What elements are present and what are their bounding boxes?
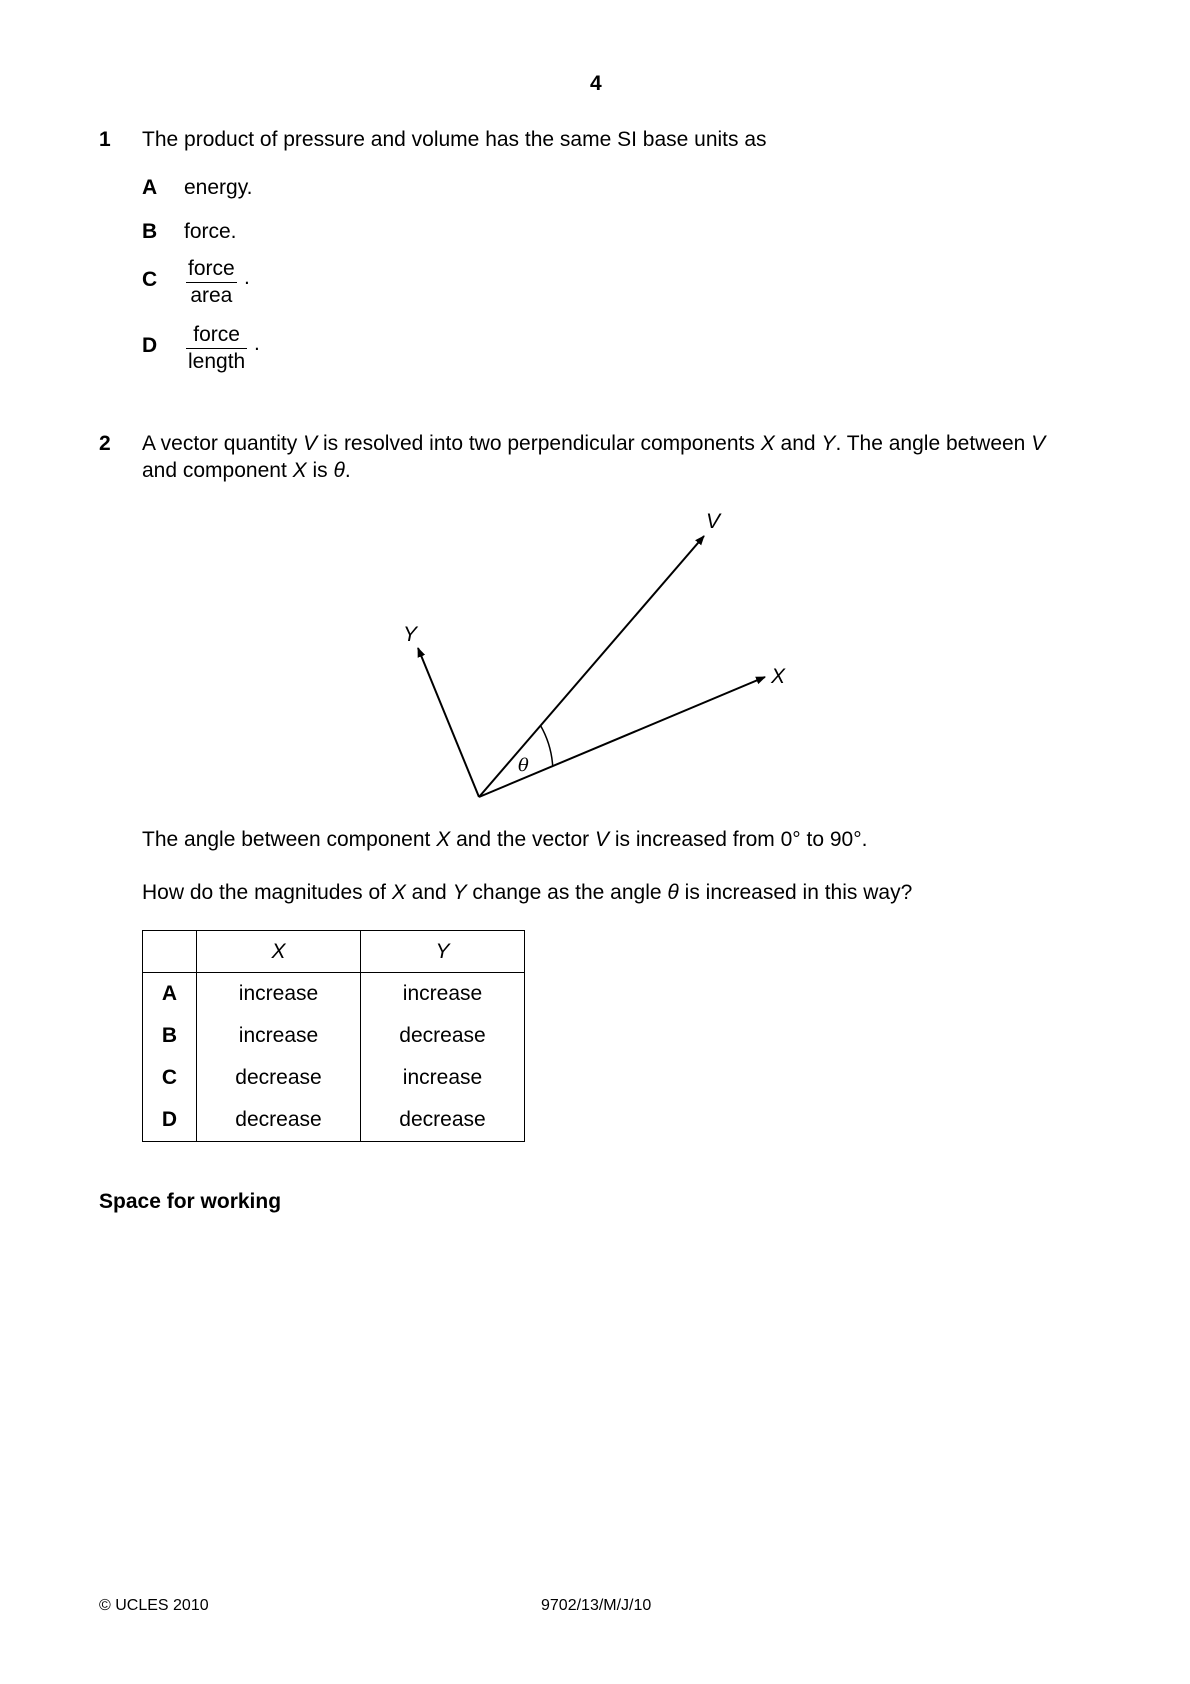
row-y-value: decrease: [361, 1015, 525, 1057]
page-number: 4: [590, 72, 602, 95]
vector-x-arrow: [479, 677, 765, 797]
table-row: [143, 1057, 525, 1099]
q2-sentence-2: How do the magnitudes of X and Y change as the angle θ is increased in this way?: [142, 881, 913, 904]
working-space-heading: Space for working: [99, 1190, 282, 1213]
row-x-value: decrease: [197, 1099, 361, 1142]
answer-table: [142, 930, 525, 1142]
footer-copyright: © UCLES 2010: [99, 1597, 209, 1614]
q1-option-d-numerator: force: [186, 322, 247, 349]
q2-sentence-1: The angle between component X and the vector V is increased from 0° to 90°.: [142, 828, 868, 851]
footer-paper-code: 9702/13/M/J/10: [541, 1597, 652, 1614]
row-letter: C: [143, 1057, 197, 1099]
label-x: X: [771, 665, 786, 688]
q2-stem-line1: A vector quantity V is resolved into two perpendicular components X and Y. The angle between V: [142, 432, 1046, 455]
table-row: [143, 973, 525, 1016]
table-header-blank: [143, 931, 197, 973]
row-y-value: increase: [361, 973, 525, 1016]
label-v: V: [706, 510, 721, 533]
q1-option-c-numerator: force: [186, 256, 237, 283]
row-y-value: increase: [361, 1057, 525, 1099]
theta-symbol: θ: [333, 459, 345, 482]
label-y: Y: [403, 623, 418, 646]
q1-option-b-letter: B: [142, 220, 158, 243]
q1-option-d-denominator: length: [188, 350, 246, 373]
row-letter: A: [143, 973, 197, 1016]
row-x-value: increase: [197, 973, 361, 1016]
q2-stem-line2: and component X is θ.: [142, 459, 351, 482]
label-theta: θ: [518, 755, 529, 776]
table-row: [143, 1099, 525, 1142]
q1-option-b-text: force.: [184, 220, 237, 243]
vector-v-arrow: [479, 536, 704, 797]
q1-option-d-suffix: .: [254, 332, 260, 355]
row-y-value: decrease: [361, 1099, 525, 1142]
q1-option-a-letter: A: [142, 176, 158, 199]
q1-option-c-denominator: area: [190, 284, 233, 307]
table-header-row: [143, 931, 525, 973]
table-header-x: X: [197, 931, 361, 973]
q1-number: 1: [99, 128, 111, 151]
row-x-value: increase: [197, 1015, 361, 1057]
theta-symbol: θ: [667, 881, 679, 904]
table-header-y: Y: [361, 931, 525, 973]
q1-stem: The product of pressure and volume has the same SI base units as: [142, 128, 767, 151]
vector-y-arrow: [418, 648, 479, 797]
theta-arc: [541, 726, 553, 767]
q1-option-c-letter: C: [142, 268, 158, 291]
row-letter: B: [143, 1015, 197, 1057]
row-letter: D: [143, 1099, 197, 1142]
q2-number: 2: [99, 432, 111, 455]
q1-option-d-letter: D: [142, 334, 158, 357]
table-row: [143, 1015, 525, 1057]
q1-option-a-text: energy.: [184, 176, 253, 199]
q1-option-c-suffix: .: [244, 266, 250, 289]
row-x-value: decrease: [197, 1057, 361, 1099]
